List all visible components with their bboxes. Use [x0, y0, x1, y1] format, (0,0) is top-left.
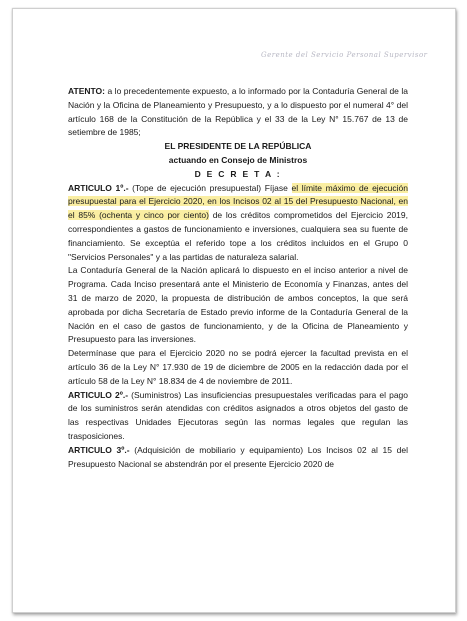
atento-text: a lo precedentemente expuesto, a lo informado por la Contaduría General de la Nación y la Oficina de Planeamiento y Presupuesto, y a lo dispuesto por el numeral 4° del artículo 168 de la Constitución de la República y el 33 de la Ley N° 15.767 de 13 de setiembre de 1985;: [68, 86, 408, 138]
article-1-post: de los créditos comprometidos del Ejercicio 2019, correspondientes a gastos de funcionamiento e inversiones, cualquiera sea su fuente de financiamiento. Se exceptúa el referido tope a los créditos incluidos en el Grupo 0 "Servicios Personales" y a las partidas de naturaleza salarial.: [68, 210, 408, 262]
decreta-heading: D E C R E T A :: [194, 168, 282, 179]
article-2-label: ARTICULO 2º.-: [68, 389, 129, 400]
article-1-paragraph-3: Determínase que para el Ejercicio 2020 no se podrá ejercer la facultad prevista en el artículo 36 de la Ley N° 17.930 de 19 de diciembre de 2005 en la redacción dada por el artículo 58 de la Ley N° 18.834 de 4 de noviembre de 2011.: [68, 348, 408, 386]
atento-paragraph: [68, 85, 408, 140]
article-2-paragraph: [68, 389, 408, 444]
article-2-text: (Suministros) Las insuficiencias presupuestales verificadas para el pago de los suministros serán atendidas con créditos asignados a otros objetos del gasto de las respectivas Unidades Ejecutoras según las normas legales que regulan las trasposiciones.: [68, 389, 409, 441]
handwritten-margin-note: Gerente del Servicio Personal Supervisor: [261, 51, 428, 59]
article-3-paragraph: [68, 444, 408, 472]
article-1-pre: (Tope de ejecución presupuestal) Fíjase: [128, 182, 292, 193]
article-1-paragraph-2: La Contaduría General de la Nación aplicará lo dispuesto en el inciso anterior a nivel de Programa. Cada Inciso presentará ante el Ministerio de Economía y Finanzas, antes del 31 de marzo de 2020, la propuesta de distribución de ambos conceptos, la que será aprobada por dicha Secretaría de Estado previo informe de la Contaduría General de la Nación en el caso de gastos de funcionamiento, y de la Oficina de Planeamiento y Presupuesto para las inversiones.: [68, 265, 408, 345]
document-body: [68, 85, 408, 471]
article-1-paragraph: [68, 182, 408, 265]
article-3-text: (Adquisición de mobiliario y equipamiento) Los Incisos 02 al 15 del Presupuesto Nacional se abstendrán por el presente Ejercicio 2020 de: [68, 444, 408, 469]
document-page: [12, 8, 456, 613]
president-heading: EL PRESIDENTE DE LA REPÚBLICA: [164, 141, 312, 152]
atento-label: ATENTO:: [68, 86, 105, 96]
council-heading: actuando en Consejo de Ministros: [168, 154, 308, 165]
article-3-label: ARTICULO 3º.-: [68, 444, 130, 455]
article-1-highlight: el límite máximo de ejecución presupuestal para el Ejercicio 2020, en los Incisos 02 al 15 del Presupuesto Nacional, en el 85% (ochenta y cinco por ciento): [68, 182, 408, 221]
article-1-label: ARTICULO 1º.-: [68, 182, 129, 193]
